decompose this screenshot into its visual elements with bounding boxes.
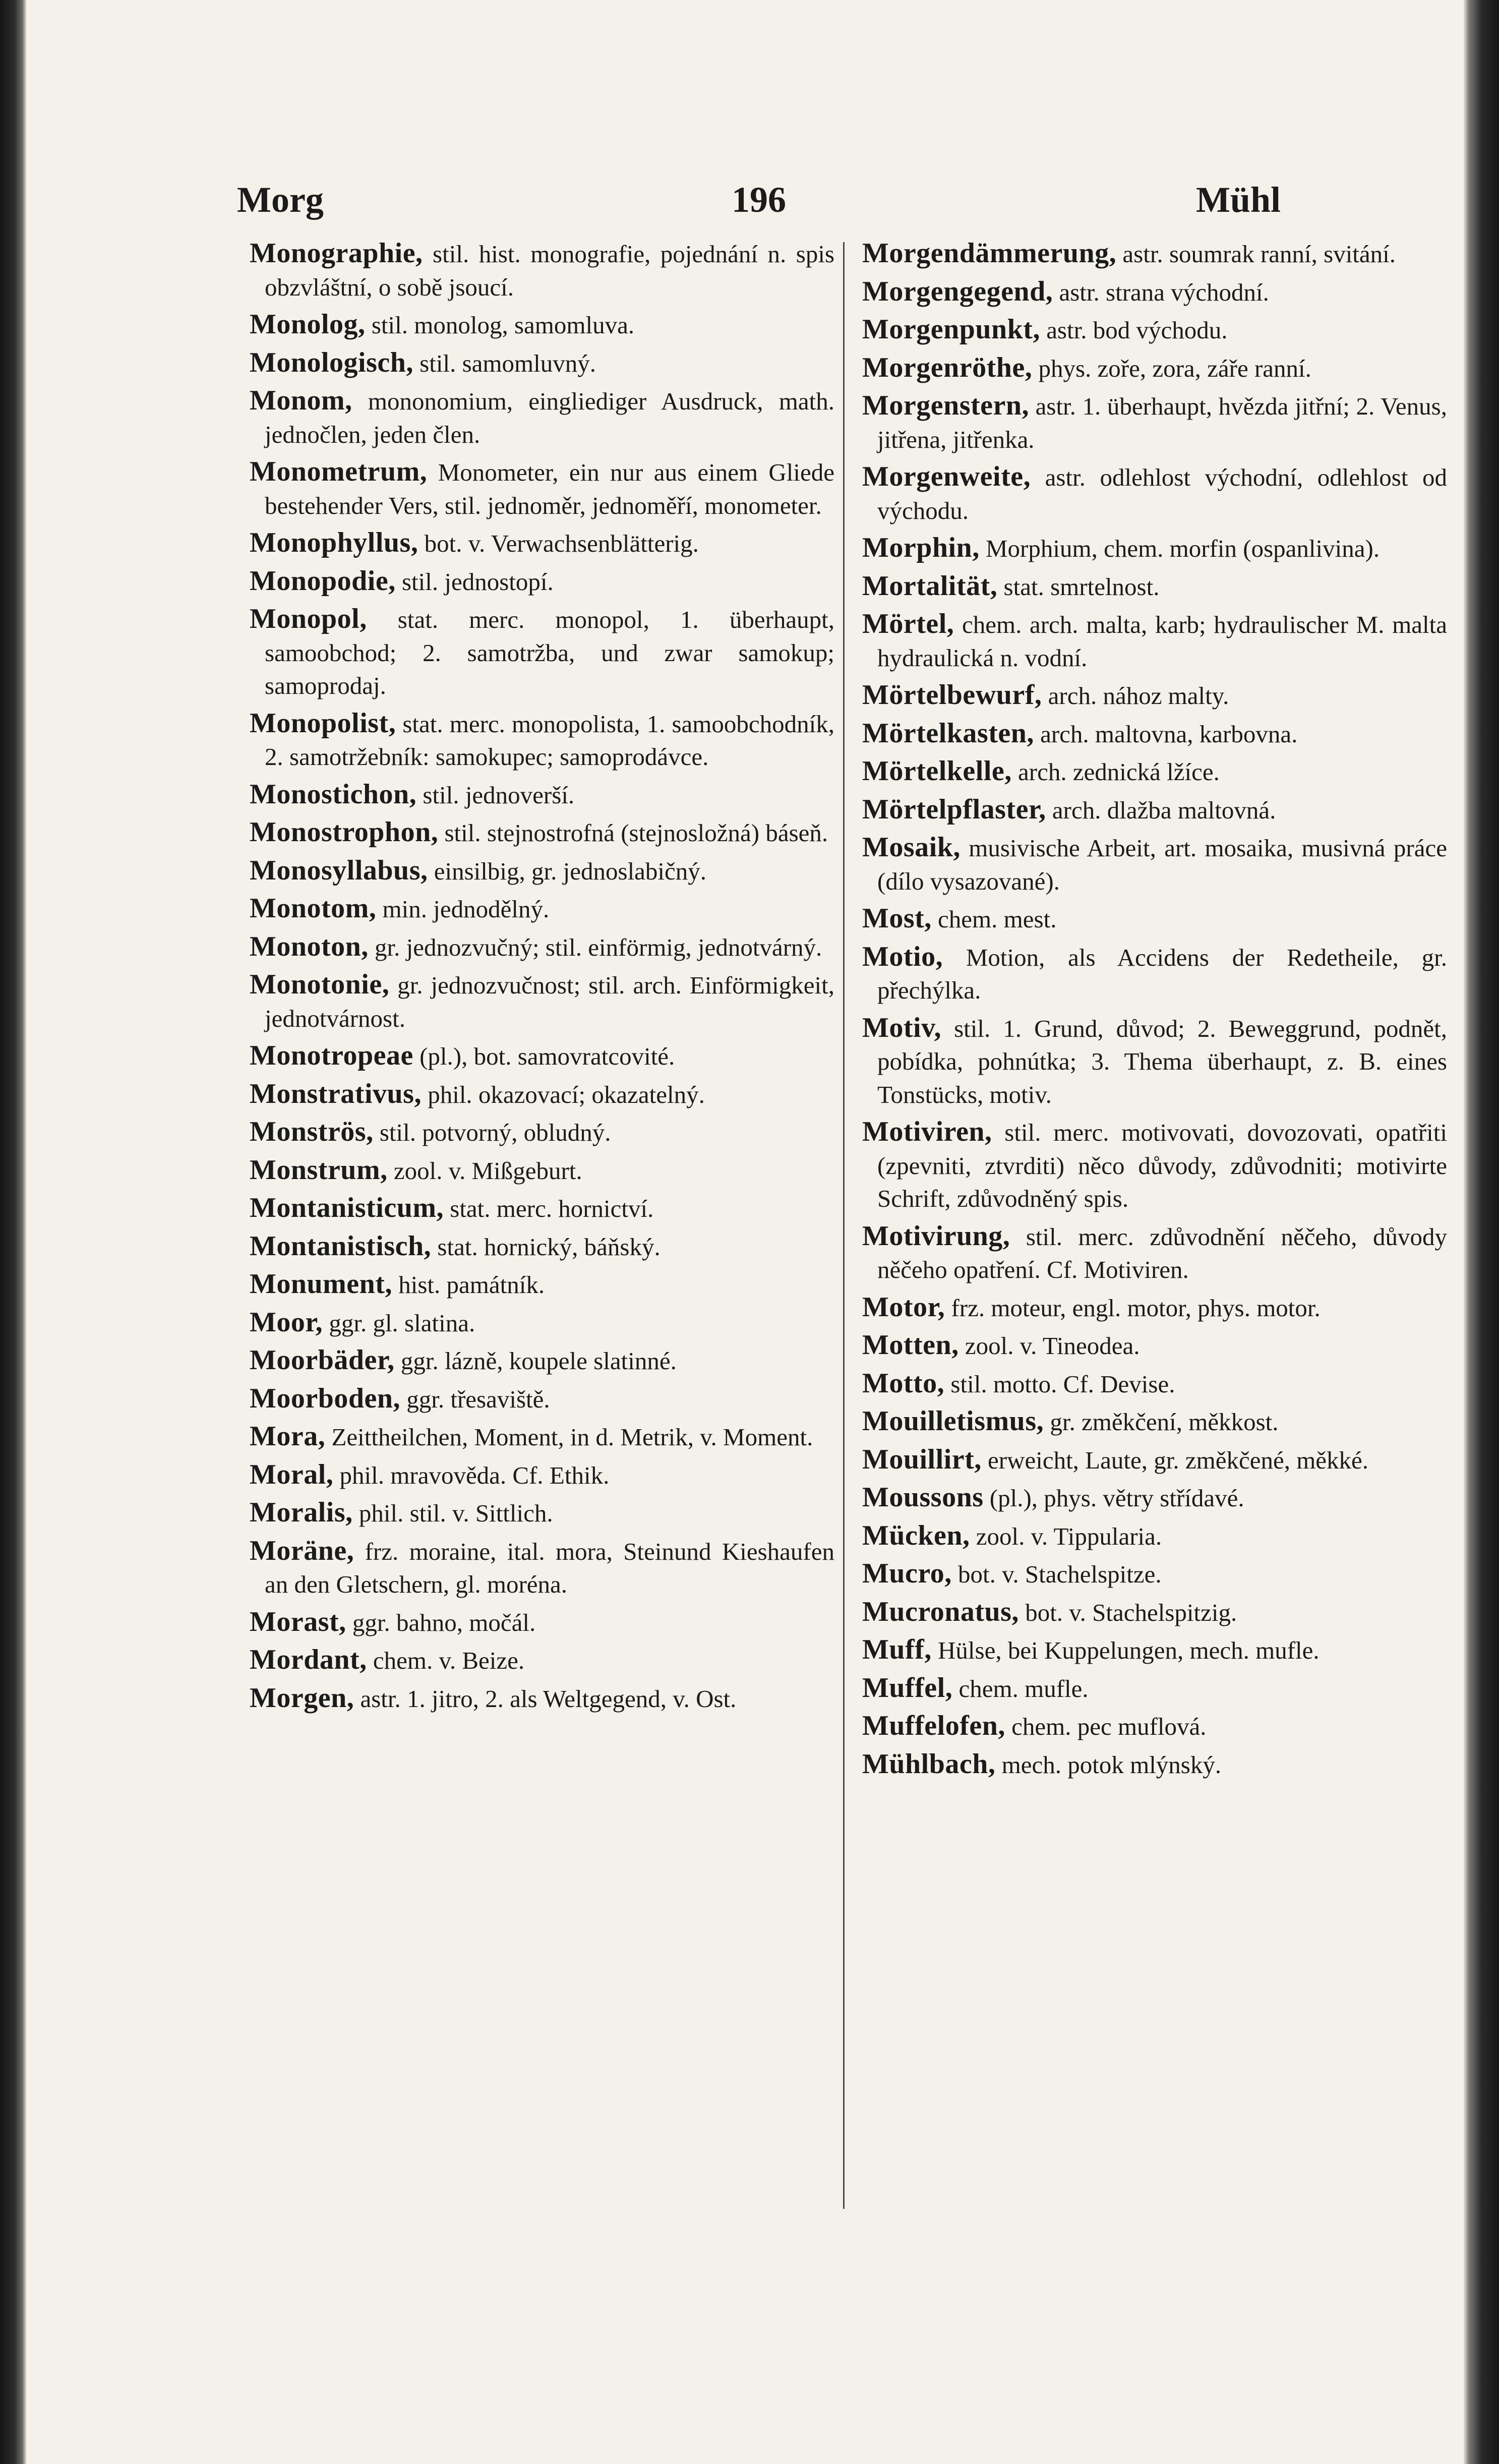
- entry-headword: Montanistisch,: [250, 1230, 432, 1262]
- page-number: 196: [732, 180, 786, 220]
- dictionary-entry: [862, 1291, 1447, 1325]
- left-column: [250, 237, 834, 1720]
- entry-definition: (pl.), phys. větry střídavé.: [989, 1484, 1244, 1512]
- entry-definition: min. jednodělný.: [382, 895, 550, 923]
- entry-definition: astr. soumrak ranní, svitání.: [1122, 240, 1396, 268]
- entry-headword: Mühlbach,: [862, 1748, 996, 1780]
- entry-headword: Morgenweite,: [862, 461, 1031, 492]
- dictionary-entry: [862, 1116, 1447, 1215]
- entry-headword: Mörtelkasten,: [862, 717, 1034, 749]
- entry-headword: Monolog,: [250, 309, 366, 340]
- entry-headword: Monotom,: [250, 893, 377, 924]
- entry-definition: phys. zoře, zora, záře ranní.: [1038, 354, 1311, 382]
- entry-headword: Mordant,: [250, 1644, 367, 1675]
- entry-headword: Moral,: [250, 1458, 334, 1490]
- entry-headword: Mosaik,: [862, 832, 961, 863]
- entry-definition: mononomium, eingliediger Ausdruck, math. jednočlen, jeden člen.: [265, 387, 834, 448]
- entry-headword: Motiv,: [862, 1012, 941, 1043]
- entry-definition: ggr. třesaviště.: [406, 1385, 550, 1413]
- entry-headword: Monstrativus,: [250, 1078, 422, 1109]
- entry-headword: Morgenstern,: [862, 390, 1030, 421]
- entry-headword: Mortalität,: [862, 570, 998, 602]
- running-head-first-word: Morg: [237, 180, 324, 220]
- entry-definition: gr. jednozvučný; stil. einförmig, jednotvárný.: [375, 933, 822, 961]
- entry-definition: ggr. lázně, koupele slatinné.: [400, 1347, 677, 1375]
- entry-headword: Moorbäder,: [250, 1344, 395, 1376]
- dictionary-entry: [250, 778, 834, 812]
- entry-headword: Moräne,: [250, 1535, 354, 1566]
- dictionary-entry: [862, 717, 1447, 751]
- entry-headword: Motio,: [862, 941, 943, 972]
- entry-definition: stat. hornický, báňský.: [437, 1233, 661, 1261]
- entry-headword: Morgenpunkt,: [862, 314, 1040, 345]
- running-head-last-word: Mühl: [1195, 180, 1281, 220]
- dictionary-entry: [862, 608, 1447, 674]
- entry-headword: Monopolist,: [250, 707, 396, 739]
- dictionary-entry: [250, 384, 834, 451]
- entry-headword: Monometrum,: [250, 456, 428, 487]
- entry-headword: Monostichon,: [250, 778, 417, 810]
- entry-headword: Mora,: [250, 1421, 326, 1452]
- entry-definition: Zeittheilchen, Moment, in d. Metrik, v. Moment.: [331, 1423, 813, 1451]
- entry-definition: frz. moraine, ital. mora, Steinund Kieshaufen an den Gletschern, gl. moréna.: [265, 1537, 834, 1598]
- entry-headword: Motten,: [862, 1329, 959, 1361]
- entry-headword: Morgengegend,: [862, 275, 1053, 307]
- entry-definition: stil. hist. monografie, pojednání n. spis obzvláštní, o sobě jsoucí.: [265, 240, 834, 301]
- dictionary-entry: [250, 816, 834, 850]
- entry-headword: Monoton,: [250, 930, 369, 962]
- column-divider: [843, 242, 845, 2209]
- dictionary-entry: [250, 1154, 834, 1188]
- entry-definition: stat. merc. monopolista, 1. samoobchodník, 2. samotržebník: samokupec; samoprodávce.: [265, 710, 835, 771]
- entry-definition: arch. maltovna, karbovna.: [1040, 720, 1298, 748]
- entry-headword: Morgendämmerung,: [862, 238, 1117, 269]
- right-column: [862, 237, 1447, 1786]
- entry-headword: Mouilletismus,: [862, 1405, 1044, 1437]
- entry-headword: Muffel,: [862, 1672, 953, 1704]
- dictionary-entry: [250, 854, 834, 888]
- entry-headword: Muffelofen,: [862, 1710, 1005, 1741]
- dictionary-entry: [250, 1606, 834, 1639]
- entry-definition: arch. zednická lžíce.: [1018, 758, 1220, 786]
- entry-headword: Morgenröthe,: [862, 351, 1033, 383]
- entry-headword: Moorboden,: [250, 1382, 400, 1414]
- entry-headword: Monopol,: [250, 603, 367, 634]
- dictionary-entry: [250, 707, 834, 774]
- entry-headword: Moor,: [250, 1306, 323, 1338]
- dictionary-entry: [250, 1644, 834, 1677]
- entry-headword: Morast,: [250, 1606, 346, 1637]
- dictionary-entry: [250, 1382, 834, 1416]
- entry-headword: Morphin,: [862, 532, 980, 563]
- entry-definition: stil. stejnostrofná (stejnosložná) báseň.: [444, 819, 828, 847]
- entry-headword: Motiviren,: [862, 1116, 992, 1147]
- entry-headword: Mörtelpflaster,: [862, 793, 1046, 825]
- entry-definition: phil. stil. v. Sittlich.: [358, 1499, 553, 1527]
- dictionary-entry: [250, 526, 834, 560]
- entry-definition: zool. v. Mißgeburt.: [393, 1156, 582, 1185]
- dictionary-entry: [250, 1116, 834, 1149]
- entry-definition: stil. potvorný, obludný.: [379, 1119, 611, 1146]
- dictionary-entry: [250, 1268, 834, 1302]
- entry-definition: stil. 1. Grund, důvod; 2. Beweggrund, podnět, pobídka, pohnútka; 3. Thema überhaupt, z. B. eines Tonstücks, motiv.: [877, 1014, 1447, 1108]
- dictionary-entry: [862, 679, 1447, 713]
- dictionary-entry: [250, 346, 834, 380]
- entry-definition: Motion, als Accidens der Redetheile, gr. přechýlka.: [877, 943, 1447, 1004]
- entry-definition: stil. merc. zdůvodnění něčeho, důvody něčeho opatření. Cf. Motiviren.: [877, 1222, 1447, 1283]
- dictionary-entry: [862, 1710, 1447, 1743]
- entry-definition: astr. 1. jitro, 2. als Weltgegend, v. Ost.: [360, 1684, 737, 1713]
- dictionary-entry: [862, 1596, 1447, 1629]
- entry-definition: bot. v. Stachelspitze.: [957, 1560, 1162, 1588]
- dictionary-entry: [862, 460, 1447, 527]
- entry-definition: astr. odlehlost východní, odlehlost od východu.: [877, 463, 1447, 524]
- entry-definition: ggr. gl. slatina.: [329, 1309, 475, 1337]
- dictionary-entry: [862, 1220, 1447, 1286]
- entry-definition: chem. pec muflová.: [1011, 1713, 1207, 1740]
- scan-edge-left: [0, 0, 26, 2464]
- entry-headword: Monosyllabus,: [250, 854, 428, 886]
- dictionary-entry: [862, 1557, 1447, 1591]
- dictionary-entry: [862, 389, 1447, 456]
- entry-headword: Monologisch,: [250, 346, 413, 378]
- dictionary-entry: [862, 1367, 1447, 1401]
- dictionary-entry: [250, 1682, 834, 1716]
- entry-headword: Monophyllus,: [250, 527, 418, 558]
- entry-definition: Monometer, ein nur aus einem Gliede bestehender Vers, stil. jednoměr, jednoměří, monometer.: [265, 458, 834, 519]
- entry-definition: astr. 1. überhaupt, hvězda jitřní; 2. Venus, jitřena, jitřenka.: [877, 392, 1447, 453]
- dictionary-entry: [862, 902, 1447, 936]
- entry-headword: Mücken,: [862, 1519, 970, 1551]
- dictionary-entry: [250, 1458, 834, 1492]
- dictionary-entry: [862, 1405, 1447, 1439]
- entry-definition: bot. v. Verwachsenblätterig.: [424, 530, 699, 557]
- entry-headword: Moussons: [862, 1482, 984, 1513]
- entry-definition: ggr. bahno, močál.: [352, 1608, 536, 1636]
- entry-definition: frz. moteur, engl. motor, phys. motor.: [951, 1294, 1321, 1322]
- entry-headword: Motor,: [862, 1291, 945, 1323]
- dictionary-entry: [862, 1748, 1447, 1782]
- entry-headword: Mucronatus,: [862, 1596, 1019, 1627]
- entry-headword: Monographie,: [250, 238, 423, 269]
- entry-definition: astr. strana východní.: [1059, 278, 1269, 306]
- entry-definition: phil. okazovací; okazatelný.: [428, 1080, 705, 1108]
- entry-definition: astr. bod východu.: [1046, 316, 1228, 344]
- entry-headword: Morgen,: [250, 1682, 354, 1714]
- entry-definition: stil. samomluvný.: [419, 349, 596, 377]
- entry-definition: bot. v. Stachelspitzig.: [1025, 1598, 1237, 1626]
- entry-headword: Moralis,: [250, 1497, 353, 1528]
- entry-definition: mech. potok mlýnský.: [1001, 1750, 1222, 1779]
- dictionary-entry: [250, 237, 834, 304]
- entry-definition: chem. mufle.: [958, 1674, 1089, 1703]
- entry-definition: stat. merc. monopol, 1. überhaupt, samoobchod; 2. samotržba, und zwar samokup; samoprodaj.: [265, 606, 835, 699]
- entry-definition: arch. nához malty.: [1048, 682, 1229, 710]
- dictionary-entry: [862, 1633, 1447, 1667]
- dictionary-entry: [862, 1443, 1447, 1477]
- entry-definition: Hülse, bei Kuppelungen, mech. mufle.: [938, 1636, 1320, 1664]
- dictionary-entry: [862, 1012, 1447, 1111]
- entry-headword: Monströs,: [250, 1116, 374, 1147]
- entry-definition: chem. v. Beize.: [373, 1647, 525, 1674]
- dictionary-entry: [250, 455, 834, 522]
- dictionary-entry: [862, 532, 1447, 565]
- dictionary-entry: [862, 1672, 1447, 1706]
- entry-headword: Monotropeae: [250, 1040, 413, 1071]
- entry-definition: stil. merc. motivovati, dovozovati, opatřiti (zpevniti, ztvrditi) něco důvody, zdůvodniti; motivirte Schrift, zdůvodněný spis.: [877, 1119, 1447, 1212]
- entry-headword: Muff,: [862, 1634, 932, 1665]
- entry-definition: stil. jednoverší.: [423, 781, 575, 809]
- entry-headword: Mörtel,: [862, 608, 954, 639]
- entry-headword: Mouillirt,: [862, 1443, 982, 1475]
- entry-definition: stil. monolog, samomluva.: [371, 311, 635, 339]
- dictionary-entry: [250, 1535, 834, 1601]
- dictionary-entry: [250, 1078, 834, 1111]
- dictionary-entry: [862, 1329, 1447, 1363]
- entry-definition: stat. merc. hornictví.: [450, 1195, 654, 1222]
- entry-headword: Mucro,: [862, 1558, 952, 1589]
- entry-definition: musivische Arbeit, art. mosaika, musivná práce (dílo vysazované).: [877, 834, 1447, 895]
- entry-definition: stat. smrtelnost.: [1003, 572, 1160, 601]
- entry-definition: erweicht, Laute, gr. změkčené, měkké.: [988, 1446, 1369, 1474]
- dictionary-entry: [862, 275, 1447, 309]
- dictionary-entry: [862, 313, 1447, 347]
- entry-definition: chem. mest.: [938, 905, 1057, 933]
- dictionary-entry: [250, 1192, 834, 1225]
- dictionary-entry: [250, 565, 834, 599]
- dictionary-entry: [250, 892, 834, 926]
- entry-definition: zool. v. Tippularia.: [976, 1522, 1162, 1550]
- entry-headword: Motto,: [862, 1367, 945, 1399]
- dictionary-entry: [862, 570, 1447, 604]
- entry-headword: Motivirung,: [862, 1220, 1010, 1252]
- entry-definition: gr. jednozvučnost; stil. arch. Einförmigkeit, jednotvárnost.: [265, 971, 834, 1032]
- dictionary-entry: [862, 1519, 1447, 1553]
- dictionary-entry: [862, 237, 1447, 271]
- entry-headword: Monopodie,: [250, 565, 396, 597]
- entry-definition: phil. mravověda. Cf. Ethik.: [339, 1461, 610, 1489]
- dictionary-entry: [250, 1496, 834, 1530]
- entry-definition: einsilbig, gr. jednoslabičný.: [434, 857, 707, 885]
- entry-definition: hist. památník.: [398, 1271, 545, 1299]
- entry-definition: arch. dlažba maltovná.: [1052, 796, 1276, 824]
- dictionary-entry: [862, 1481, 1447, 1515]
- entry-definition: stil. motto. Cf. Devise.: [950, 1370, 1175, 1398]
- entry-headword: Monstrum,: [250, 1154, 388, 1186]
- entry-headword: Monom,: [250, 385, 352, 416]
- dictionary-entry: [250, 968, 834, 1035]
- dictionary-entry: [250, 930, 834, 964]
- entry-definition: chem. arch. malta, karb; hydraulischer M. malta hydraulická n. vodní.: [877, 611, 1447, 672]
- entry-headword: Monument,: [250, 1268, 392, 1300]
- entry-definition: (pl.), bot. samovratcovité.: [419, 1042, 675, 1070]
- running-head: [237, 179, 1281, 224]
- entry-headword: Mörtelbewurf,: [862, 679, 1042, 711]
- dictionary-entry: [250, 1230, 834, 1264]
- entry-headword: Montanisticum,: [250, 1192, 444, 1223]
- scan-edge-right: [1464, 0, 1499, 2464]
- dictionary-entry: [250, 1344, 834, 1378]
- entry-headword: Monotonie,: [250, 969, 390, 1000]
- entry-headword: Monostrophon,: [250, 816, 439, 848]
- dictionary-entry: [862, 793, 1447, 827]
- dictionary-entry: [862, 755, 1447, 789]
- entry-definition: zool. v. Tineodea.: [965, 1332, 1140, 1360]
- entry-definition: stil. jednostopí.: [401, 567, 554, 596]
- dictionary-entry: [250, 1306, 834, 1340]
- dictionary-entry: [250, 308, 834, 342]
- dictionary-entry: [250, 603, 834, 702]
- dictionary-entry: [250, 1039, 834, 1073]
- dictionary-entry: [862, 941, 1447, 1007]
- entry-definition: gr. změkčení, měkkost.: [1050, 1408, 1279, 1436]
- entry-definition: Morphium, chem. morfin (ospanlivina).: [985, 535, 1380, 562]
- dictionary-entry: [862, 351, 1447, 385]
- dictionary-entry: [250, 1420, 834, 1454]
- entry-headword: Mörtelkelle,: [862, 755, 1012, 787]
- dictionary-entry: [862, 831, 1447, 898]
- entry-headword: Most,: [862, 903, 932, 934]
